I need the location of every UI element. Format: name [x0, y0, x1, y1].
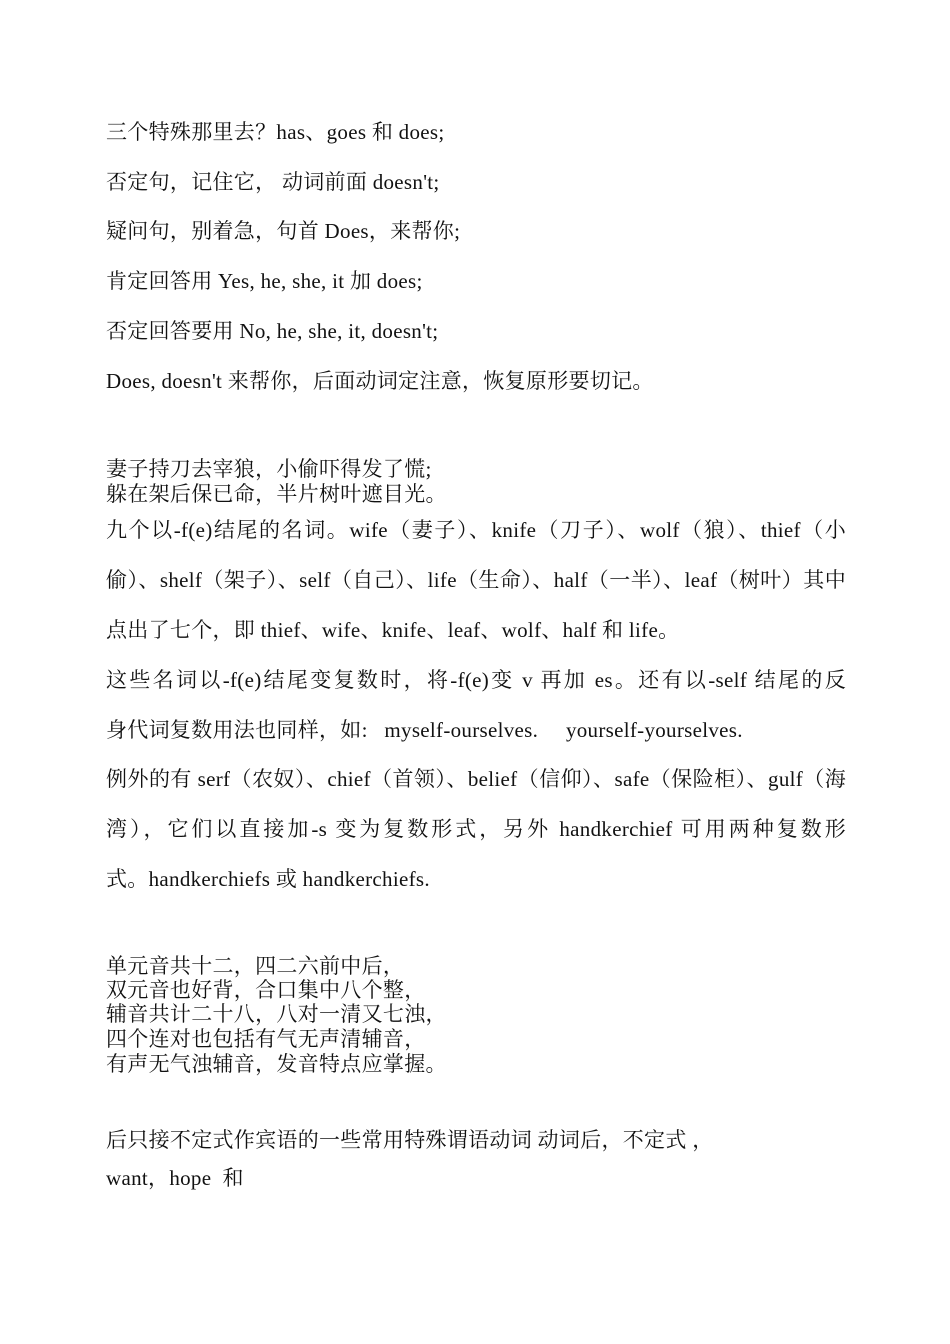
- rhyme-line: Does, doesn't 来帮你，后面动词定注意，恢复原形要切记。: [106, 369, 654, 393]
- paragraph-line: 九个以-f(e)结尾的名词。wife（妻子）、knife（刀子）、wolf（狼）、thief（小: [106, 518, 846, 542]
- rhyme-line: 否定回答要用 No, he, she, it, doesn't;: [106, 319, 439, 343]
- paragraph-line: 后只接不定式作宾语的一些常用特殊谓语动词 动词后，不定式 ，: [106, 1128, 714, 1152]
- paragraph-line: 点出了七个，即 thief、wife、knife、leaf、wolf、half 和 life。: [106, 618, 680, 642]
- rhyme-line: 疑问句，别着急，句首 Does，来帮你;: [106, 219, 461, 243]
- paragraph-line: 偷）、shelf（架子）、self（自己）、life（生命）、half（一半）、leaf（树叶）其中: [106, 568, 846, 592]
- poem-line: 四个连对也包括有气无声清辅音，: [106, 1027, 426, 1051]
- poem-line: 单元音共十二，四二六前中后，: [106, 954, 405, 978]
- paragraph-line: 身代词复数用法也同样，如: myself-ourselves. yourself-yourselves.: [106, 718, 743, 742]
- rhyme-line: 三个特殊那里去？has、goes 和 does;: [106, 120, 445, 144]
- poem-line: 双元音也好背，合口集中八个整，: [106, 978, 426, 1002]
- paragraph-line: 式。handkerchiefs 或 handkerchiefs.: [106, 867, 430, 891]
- paragraph-line: 湾），它们以直接加-s 变为复数形式，另外 handkerchief 可用两种复数形: [106, 817, 846, 841]
- rhyme-line: 肯定回答用 Yes, he, she, it 加 does;: [106, 269, 423, 293]
- paragraph-line: 这些名词以-f(e)结尾变复数时，将-f(e)变 v 再加 es。还有以-self 结尾的反: [106, 668, 846, 692]
- poem-line: 妻子持刀去宰狼，小偷吓得发了慌;: [106, 457, 432, 481]
- poem-line: 有声无气浊辅音，发音特点应掌握。: [106, 1052, 447, 1076]
- paragraph-line: want，hope 和: [106, 1166, 244, 1190]
- paragraph-line: 例外的有 serf（农奴）、chief（首领）、belief（信仰）、safe（保险柜）、gulf（海: [106, 767, 846, 791]
- poem-line: 躲在架后保已命，半片树叶遮目光。: [106, 482, 447, 506]
- rhyme-line: 否定句，记住它， 动词前面 doesn't;: [106, 170, 440, 194]
- poem-line: 辅音共计二十八，八对一清又七浊，: [106, 1002, 447, 1026]
